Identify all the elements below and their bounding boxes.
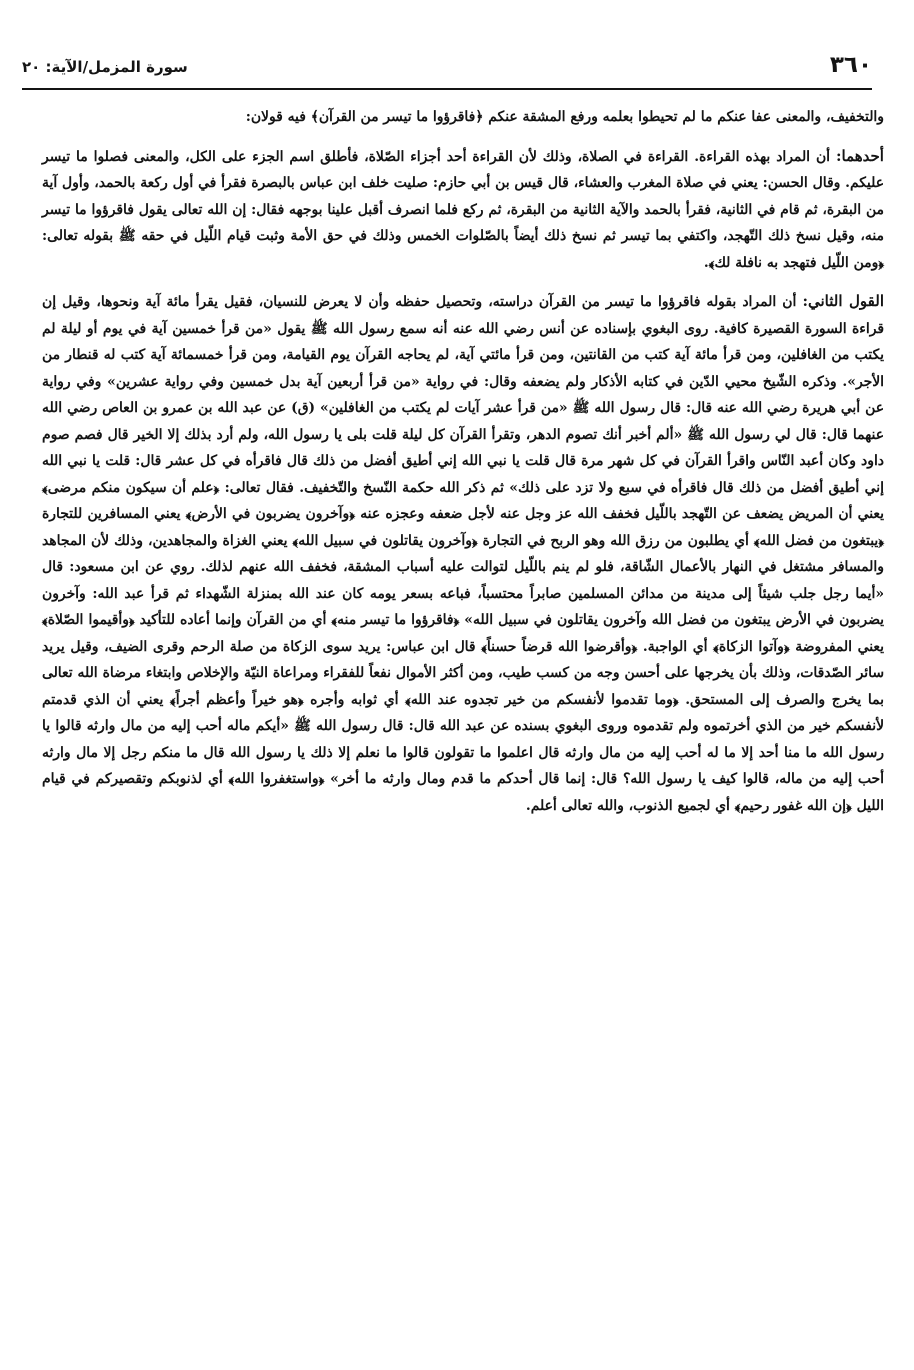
first-opinion-text: أن المراد بهذه القراءة. القراءة في الصلاة، وذلك لأن القراءة أحد أجزاء الصّلاة، فأطلق اسم الجزء على الكل، والمعنى فصلوا ما تيسر عليكم. وقال الحسن: يعني في صلاة المغرب والعشاء، قال قيس بن أبي حازم: صليت خلف ابن عباس بالبصرة فقرأ في أول ركعة بالحمد، وأول آية من البقرة، ثم قام في الثانية، فقرأ بالحمد والآية الثانية من البقرة، ثم ركع فلما انصرف أقبل علينا بوجهه فقال: إن الله تعالى يقول فاقرؤوا ما تيسر منه، وقيل نسخ ذلك التّهجد، واكتفي بما تيسر ثم نسخ ذلك أيضاً بالصّلوات الخمس وذلك في حق الأمة وثبت قيام اللّيل في حقه ﷺ بقوله تعالى: ﴿ومن اللّيل فتهجد به نافلة لك﴾.	[42, 148, 884, 271]
paragraph-second-opinion	[42, 288, 884, 819]
running-title: سورة المزمل/الآية: ٢٠	[22, 58, 188, 76]
header-rule	[22, 88, 872, 90]
paragraph-first-opinion	[42, 143, 884, 277]
second-opinion-text: أن المراد بقوله فاقرؤوا ما تيسر من القرآن دراسته، وتحصيل حفظه وأن لا يعرض للنسيان، فقيل يقرأ مائة آية ونحوها، وقيل إن قراءة السورة القصيرة كافية. روى البغوي بإسناده عن أنس رضي الله عنه أنه سمع رسول الله ﷺ يقول «من قرأ خمسين آية في يوم أو ليلة لم يكتب من الغافلين، ومن قرأ مائة آية كتب من القانتين، ومن قرأ مائتي آية، لم يحاجه القرآن يوم القيامة، ومن قرأ خمسمائة آية كتب له قنطار من الأجر». وذكره الشّيخ محيي الدّين في كتابه الأذكار ولم يضعفه وقال: في رواية «من قرأ أربعين آية بدل خمسين وفي رواية عشرين» وفي رواية عن أبي هريرة رضي الله عنه قال: قال رسول الله ﷺ «من قرأ عشر آيات لم يكتب من الغافلين» (ق) عن عبد الله بن عمرو بن العاص رضي الله عنهما قال: قال لي رسول الله ﷺ «ألم أخبر أنك تصوم الدهر، وتقرأ القرآن كل ليلة قلت بلى يا رسول الله، ولم أرد بذلك إلا الخير قال فصم صوم داود وكان أعبد النّاس واقرأ القرآن في كل شهر مرة قال قلت يا نبي الله إني أطيق أفضل من ذلك قال فاقرأه في كل عشر قال: قلت يا نبي الله إني أطيق أفضل من ذلك قال فاقرأه في سبع ولا تزد على ذلك» ثم ذكر الله حكمة النّسخ والتّخفيف. فقال تعالى: ﴿علم أن سيكون منكم مرضى﴾ يعني أن المريض يضعف عن التّهجد باللّيل فخفف الله عز وجل عنه لأجل ضعفه وعجزه عنه ﴿وآخرون يضربون في الأرض﴾ يعني المسافرين للتجارة ﴿يبتغون من فضل الله﴾ أي يطلبون من رزق الله وهو الربح في التجارة ﴿وآخرون يقاتلون في سبيل الله﴾ يعني الغزاة والمجاهدين، وذلك لأن المجاهد والمسافر مشتغل في النهار بالأعمال الشّاقة، فلو لم ينم باللّيل لتوالت عليه أسباب المشقة، فخفف الله عنهم لذلك. روي عن ابن مسعود: قال «أيما رجل جلب شيئاً إلى مدينة من مدائن المسلمين صابراً محتسباً، فباعه بسعر يومه كان عند الله بمنزلة الشّهداء ثم قرأ عبد الله: وآخرون يضربون في الأرض يبتغون من فضل الله وآخرون يقاتلون في سبيل الله» ﴿فاقرؤوا ما تيسر منه﴾ أي من القرآن وإنما أعاده للتأكيد ﴿وأقيموا الصّلاة﴾ يعني المفروضة ﴿وآتوا الزكاة﴾ أي الواجبة. ﴿وأقرضوا الله قرضاً حسناً﴾ قال ابن عباس: يريد سوى الزكاة من صلة الرحم وقرى الضيف، وقيل يريد سائر الصّدقات، وذلك بأن يخرجها على أحسن وجه من كسب طيب، ومن أكثر الأموال نفعاً للفقراء ومراعاة النيّة والإخلاص وابتغاء مرضاة الله تعالى بما يخرج والصرف إلى المستحق. ﴿وما تقدموا لأنفسكم من خير تجدوه عند الله﴾ أي ثوابه وأجره ﴿هو خيراً وأعظم أجراً﴾ يعني أن الذي قدمتم لأنفسكم خير من الذي أخرتموه ولم تقدموه وروى البغوي بسنده عن عبد الله قال: قال رسول الله ﷺ «أيكم ماله أحب إليه من مال وارثه قالوا يا رسول الله ما منا أحد إلا ما له أحب إليه من مال وارثه قال اعلموا ما تقولون قالوا ما نعلم إلا ذلك يا رسول الله قال ما منكم رجل إلا مال وارثه أحب إليه من ماله، قالوا كيف يا رسول الله؟ قال: إنما قال أحدكم ما قدم ومال وارثه ما أخر» ﴿واستغفروا الله﴾ أي لذنوبكم وتقصيركم في قيام الليل ﴿إن الله غفور رحيم﴾ أي لجميع الذنوب، والله تعالى أعلم.	[42, 294, 884, 814]
page-header	[22, 52, 872, 92]
second-opinion-heading: القول الثاني:	[802, 292, 884, 310]
paragraph-intro: والتخفيف، والمعنى عفا عنكم ما لم تحيطوا بعلمه ورفع المشقة عنكم ﴿فاقرؤوا ما تيسر من القرآن﴾ فيه قولان:	[245, 109, 884, 125]
body-text	[42, 104, 884, 819]
page-number: ٣٦٠	[829, 52, 872, 78]
first-opinion-heading: أحدهما:	[835, 146, 884, 165]
